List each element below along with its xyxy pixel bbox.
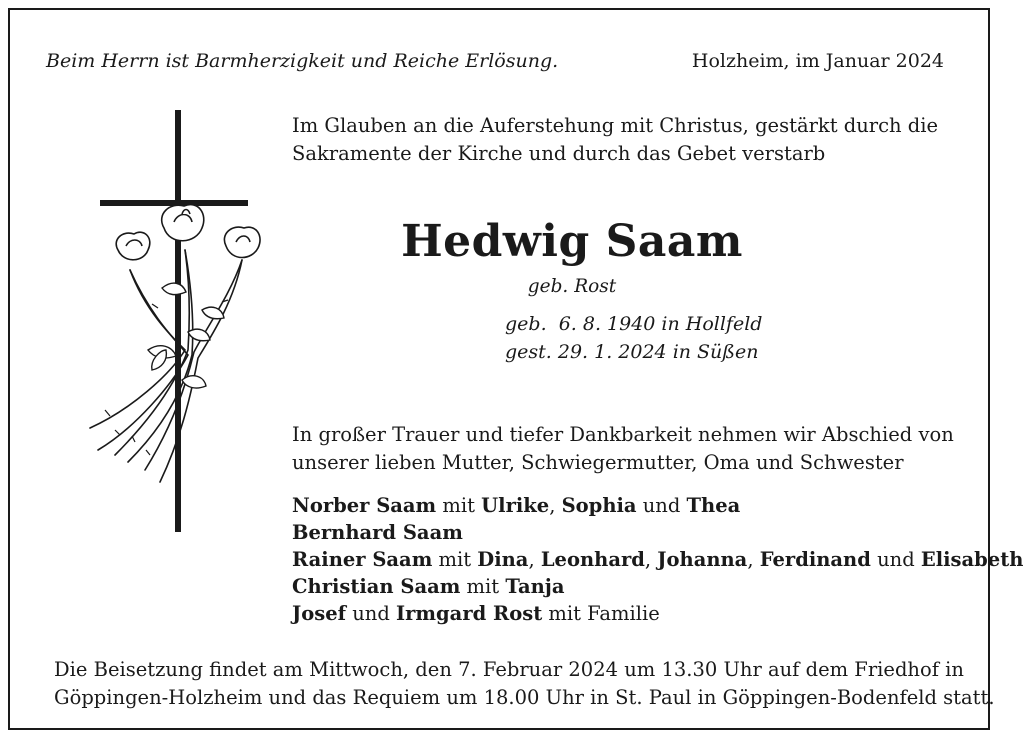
connector: und: [346, 602, 397, 625]
family-member: Christian Saam: [292, 575, 461, 598]
family-member: Rainer Saam: [292, 548, 433, 571]
funeral-line-2: Göppingen-Holzheim und das Requiem um 18.00 Uhr in St. Paul in Göppingen-Bodenfeld statt.: [54, 686, 995, 709]
funeral-notice: [54, 656, 995, 712]
family-member: Tanja: [505, 575, 565, 598]
family-member: Bernhard Saam: [292, 521, 463, 544]
connector: mit: [436, 494, 482, 517]
intro-text: [292, 112, 938, 168]
connector: und: [870, 548, 921, 571]
farewell-line-2: unserer lieben Mutter, Schwiegermutter, Oma und Schwester: [292, 451, 904, 474]
birth-date: geb. 6. 8. 1940 in Hollfeld: [505, 313, 763, 335]
obituary-frame: [8, 8, 1023, 730]
family-member: Leonhard: [540, 548, 645, 571]
life-dates: [292, 310, 852, 366]
funeral-line-1: Die Beisetzung findet am Mittwoch, den 7. Februar 2024 um 13.30 Uhr auf dem Friedhof in: [54, 658, 964, 681]
deceased-name: Hedwig Saam: [401, 216, 743, 267]
maiden-name: geb. Rost: [527, 276, 617, 297]
connector: mit: [432, 548, 478, 571]
family-member: Norber Saam: [292, 494, 437, 517]
connector: mit: [460, 575, 506, 598]
family-row: [292, 600, 1023, 627]
connector: ,: [528, 548, 541, 571]
cross-with-roses-icon: [90, 110, 260, 540]
family-member: Ulrike: [481, 494, 550, 517]
intro-line-1: Im Glauben an die Auferstehung mit Christus, gestärkt durch die: [292, 114, 939, 137]
family-member: Thea: [686, 494, 741, 517]
family-member: Irmgard Rost: [396, 602, 543, 625]
family-member: Dina: [477, 548, 529, 571]
family-list: [292, 492, 1023, 627]
connector: ,: [549, 494, 562, 517]
connector: ,: [644, 548, 658, 571]
connector: ,: [747, 548, 760, 571]
family-row: [292, 573, 1023, 600]
family-member: Josef: [292, 602, 347, 625]
connector: und: [636, 494, 687, 517]
family-row: [292, 546, 1023, 573]
family-row: [292, 519, 1023, 546]
connector: mit Familie: [542, 602, 660, 625]
intro-line-2: Sakramente der Kirche und durch das Gebet verstarb: [292, 142, 826, 165]
family-member: Johanna: [657, 548, 748, 571]
family-row: [292, 492, 1023, 519]
farewell-text: [292, 421, 954, 477]
motto: Beim Herrn ist Barmherzigkeit und Reiche Erlösung.: [46, 50, 559, 72]
place-date: Holzheim, im Januar 2024: [691, 50, 944, 72]
family-member: Sophia: [561, 494, 637, 517]
family-member: Ferdinand: [759, 548, 871, 571]
death-date: gest. 29. 1. 2024 in Süßen: [505, 341, 759, 363]
family-member: Elisabeth: [920, 548, 1023, 571]
farewell-line-1: In großer Trauer und tiefer Dankbarkeit nehmen wir Abschied von: [292, 423, 954, 446]
